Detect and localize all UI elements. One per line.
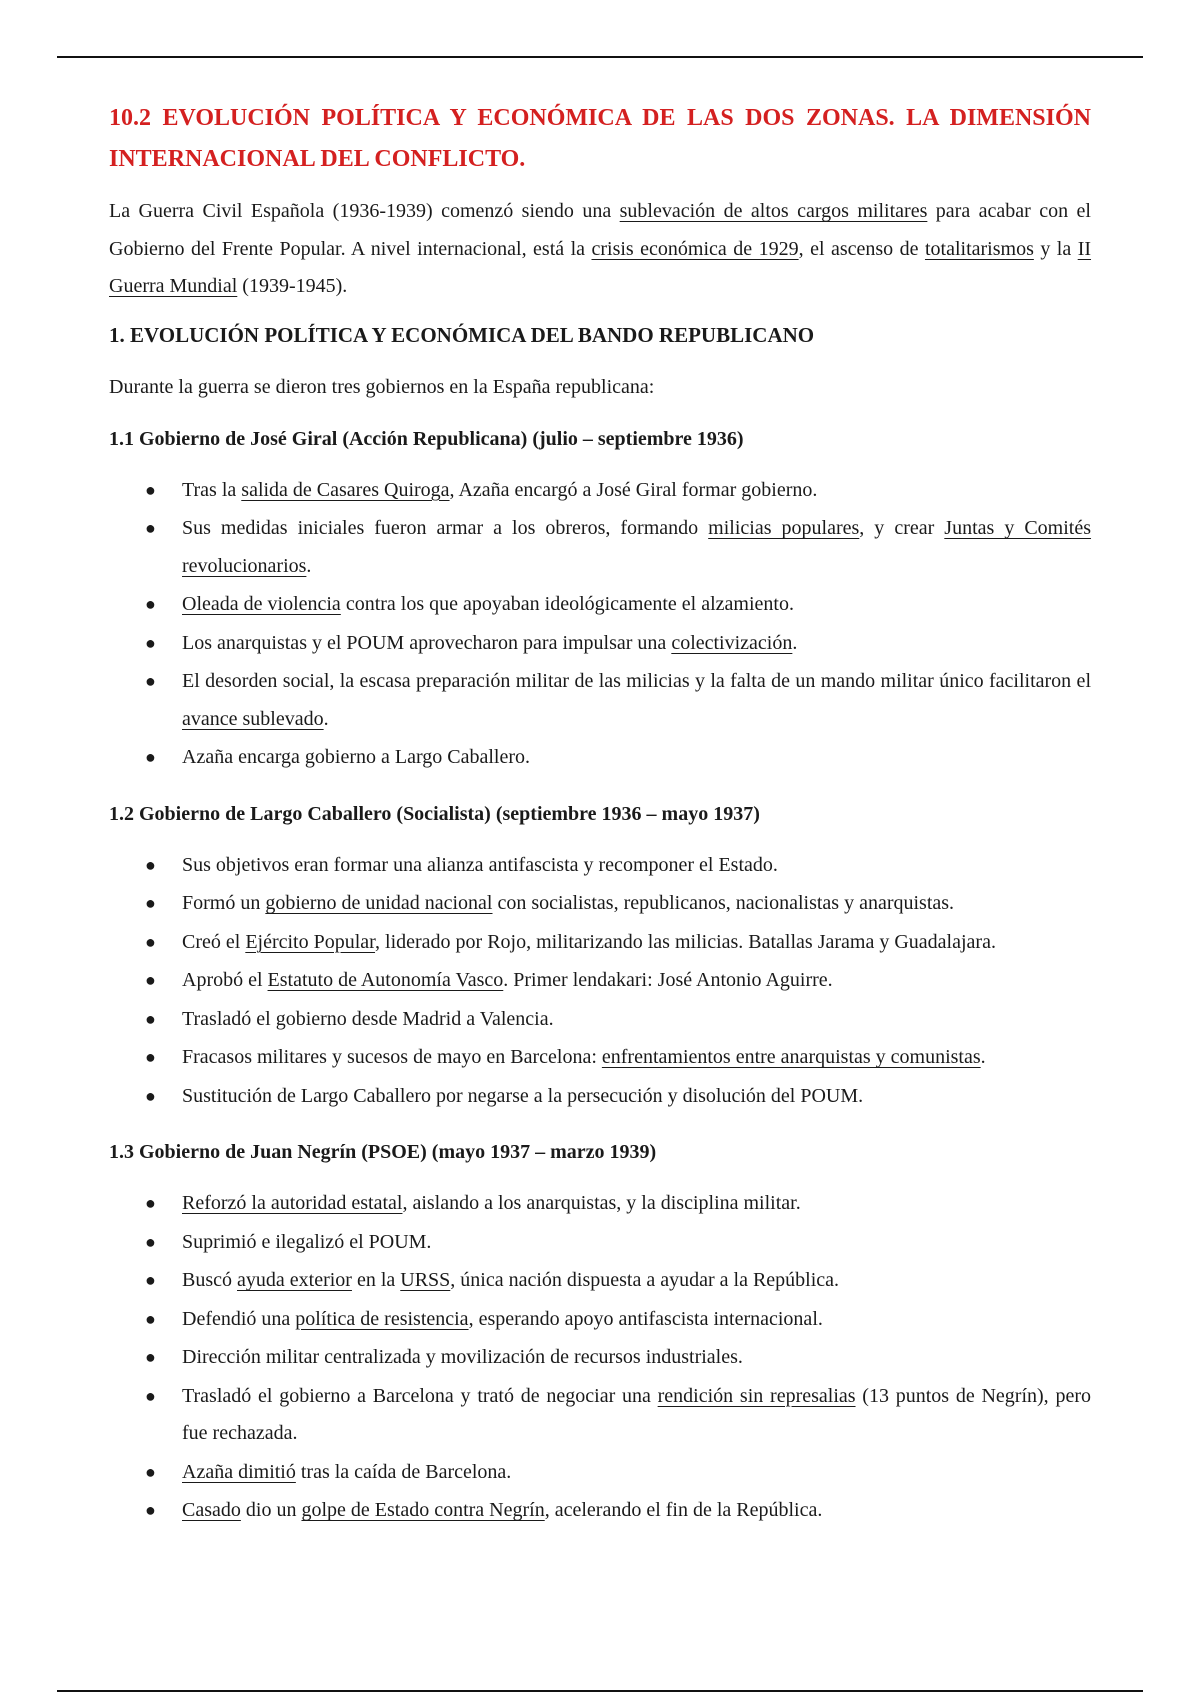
bullet-icon: ● [145, 594, 156, 614]
list-item: ● Casado dio un golpe de Estado contra Negrín, acelerando el fin de la República. [109, 1492, 1091, 1530]
bullet-icon: ● [145, 1231, 156, 1252]
underlined-text: ayuda exterior [237, 1269, 352, 1291]
list-item: ● Aprobó el Estatuto de Autonomía Vasco. Primer lendakari: José Antonio Aguirre. [109, 962, 1091, 1000]
list-item: ● Dirección militar centralizada y movilización de recursos industriales. [109, 1339, 1091, 1377]
underlined-text: Casado [182, 1499, 241, 1521]
underlined-text: Azaña dimitió [182, 1460, 296, 1483]
underlined-text: Juntas y Comités revolucionarios [182, 517, 1092, 577]
list-item: ● Sus objetivos eran formar una alianza antifascista y recomponer el Estado. [109, 847, 1091, 885]
list-item: ● Sustitución de Largo Caballero por negarse a la persecución y disolución del POUM. [109, 1078, 1091, 1116]
lead-paragraph: Durante la guerra se dieron tres gobiernos en la España republicana: [109, 375, 655, 398]
bullet-icon: ● [145, 931, 156, 952]
underlined-text: milicias populares [708, 517, 860, 539]
underlined-text: Ejército Popular [245, 930, 376, 953]
underlined-text: totalitarismos [924, 237, 1034, 260]
underlined-text: política de resistencia [295, 1307, 469, 1330]
bullet-icon: ● [145, 1008, 156, 1029]
bullet-icon: ● [145, 893, 156, 913]
list-item: ● Azaña encarga gobierno a Largo Caballero. [109, 739, 1091, 777]
underlined-text: URSS [400, 1269, 451, 1291]
bullet-icon: ● [145, 671, 156, 691]
list-item: ● Formó un gobierno de unidad nacional con socialistas, republicanos, nacionalistas y anarquistas. [109, 885, 1091, 923]
subsections [109, 424, 1091, 1530]
bullet-list [109, 1185, 1091, 1530]
list-item: ● Reforzó la autoridad estatal, aislando a los anarquistas, y la disciplina militar. [109, 1185, 1091, 1223]
bullet-list [109, 472, 1091, 777]
bottom-rule [57, 1690, 1143, 1692]
bullet-icon: ● [145, 854, 156, 875]
list-item: ● Los anarquistas y el POUM aprovecharon para impulsar una colectivización. [109, 625, 1091, 663]
underlined-text: Reforzó la autoridad estatal [182, 1192, 403, 1214]
bullet-icon: ● [145, 1347, 156, 1367]
list-item: ● Oleada de violencia contra los que apoyaban ideológicamente el alzamiento. [109, 586, 1091, 624]
bullet-icon: ● [145, 970, 156, 990]
underlined-text: colectivización [671, 631, 793, 654]
underlined-text: gobierno de unidad nacional [265, 892, 493, 914]
intro-paragraph: La Guerra Civil Española (1936-1939) comenzó siendo una sublevación de altos cargos militares para acabar con el Gobierno del Frente Popular. A nivel internacional, está la crisis económica de 1929, el ascenso de totalitarismos y la II Guerra Mundial (1939-1945). [109, 200, 1092, 297]
underlined-text: golpe de Estado contra Negrín [301, 1499, 545, 1521]
underlined-text: avance sublevado [182, 707, 324, 730]
underlined-text: rendición sin represalias [657, 1384, 856, 1407]
list-item: ● Azaña dimitió tras la caída de Barcelona. [109, 1454, 1091, 1492]
subsection-heading: 1.3 Gobierno de Juan Negrín (PSOE) (mayo 1937 – marzo 1939) [109, 1141, 657, 1163]
list-item: ● Defendió una política de resistencia, esperando apoyo antifascista internacional. [109, 1301, 1091, 1339]
bullet-icon: ● [145, 1085, 156, 1106]
underlined-text: II Guerra Mundial [109, 237, 1092, 297]
subsection-heading: 1.1 Gobierno de José Giral (Acción Republicana) (julio – septiembre 1936) [109, 427, 744, 450]
section-heading: 1. EVOLUCIÓN POLÍTICA Y ECONÓMICA DEL BANDO REPUBLICANO [109, 322, 815, 347]
top-rule [57, 56, 1143, 58]
bullet-icon: ● [145, 1461, 156, 1482]
bullet-icon: ● [145, 1500, 156, 1520]
bullet-icon: ● [145, 1193, 156, 1213]
list-item: ● Trasladó el gobierno desde Madrid a Valencia. [109, 1001, 1091, 1039]
bullet-icon: ● [145, 1270, 156, 1290]
list-item: ● Fracasos militares y sucesos de mayo en Barcelona: enfrentamientos entre anarquistas y comunistas. [109, 1039, 1091, 1077]
underlined-text: salida de Casares Quiroga [241, 478, 450, 501]
underlined-text: crisis económica de 1929 [591, 237, 799, 260]
bullet-icon: ● [145, 1308, 156, 1329]
document-body [109, 98, 1091, 1530]
underlined-text: Estatuto de Autonomía Vasco [267, 969, 504, 991]
list-item: ● Suprimió e ilegalizó el POUM. [109, 1224, 1091, 1262]
underlined-text: Oleada de violencia [182, 593, 341, 615]
bullet-icon: ● [145, 1047, 156, 1067]
list-item: ● Tras la salida de Casares Quiroga, Azaña encargó a José Giral formar gobierno. [109, 472, 1091, 510]
underlined-text: enfrentamientos entre anarquistas y comunistas [601, 1046, 981, 1068]
list-item: ● El desorden social, la escasa preparación militar de las milicias y la falta de un mando militar único facilitaron el avance sublevado. [109, 663, 1091, 738]
list-item: ● Buscó ayuda exterior en la URSS, única nación dispuesta a ayudar a la República. [109, 1262, 1091, 1300]
bullet-icon: ● [145, 518, 156, 538]
underlined-text: sublevación de altos cargos militares [619, 200, 928, 222]
bullet-icon: ● [145, 747, 156, 767]
list-item: ● Sus medidas iniciales fueron armar a los obreros, formando milicias populares, y crear Juntas y Comités revolucionarios. [109, 510, 1091, 585]
bullet-list [109, 847, 1091, 1116]
bullet-icon: ● [145, 1385, 156, 1406]
bullet-icon: ● [145, 632, 156, 653]
bullet-icon: ● [145, 479, 156, 500]
document-title: 10.2 EVOLUCIÓN POLÍTICA Y ECONÓMICA DE LAS DOS ZONAS. LA DIMENSIÓN INTERNACIONAL DEL CONFLICTO. [109, 105, 1091, 172]
list-item: ● Trasladó el gobierno a Barcelona y trató de negociar una rendición sin represalias (13 puntos de Negrín), pero fue rechazada. [109, 1378, 1091, 1453]
list-item: ● Creó el Ejército Popular, liderado por Rojo, militarizando las milicias. Batallas Jarama y Guadalajara. [109, 924, 1091, 962]
subsection-heading: 1.2 Gobierno de Largo Caballero (Socialista) (septiembre 1936 – mayo 1937) [109, 802, 760, 825]
